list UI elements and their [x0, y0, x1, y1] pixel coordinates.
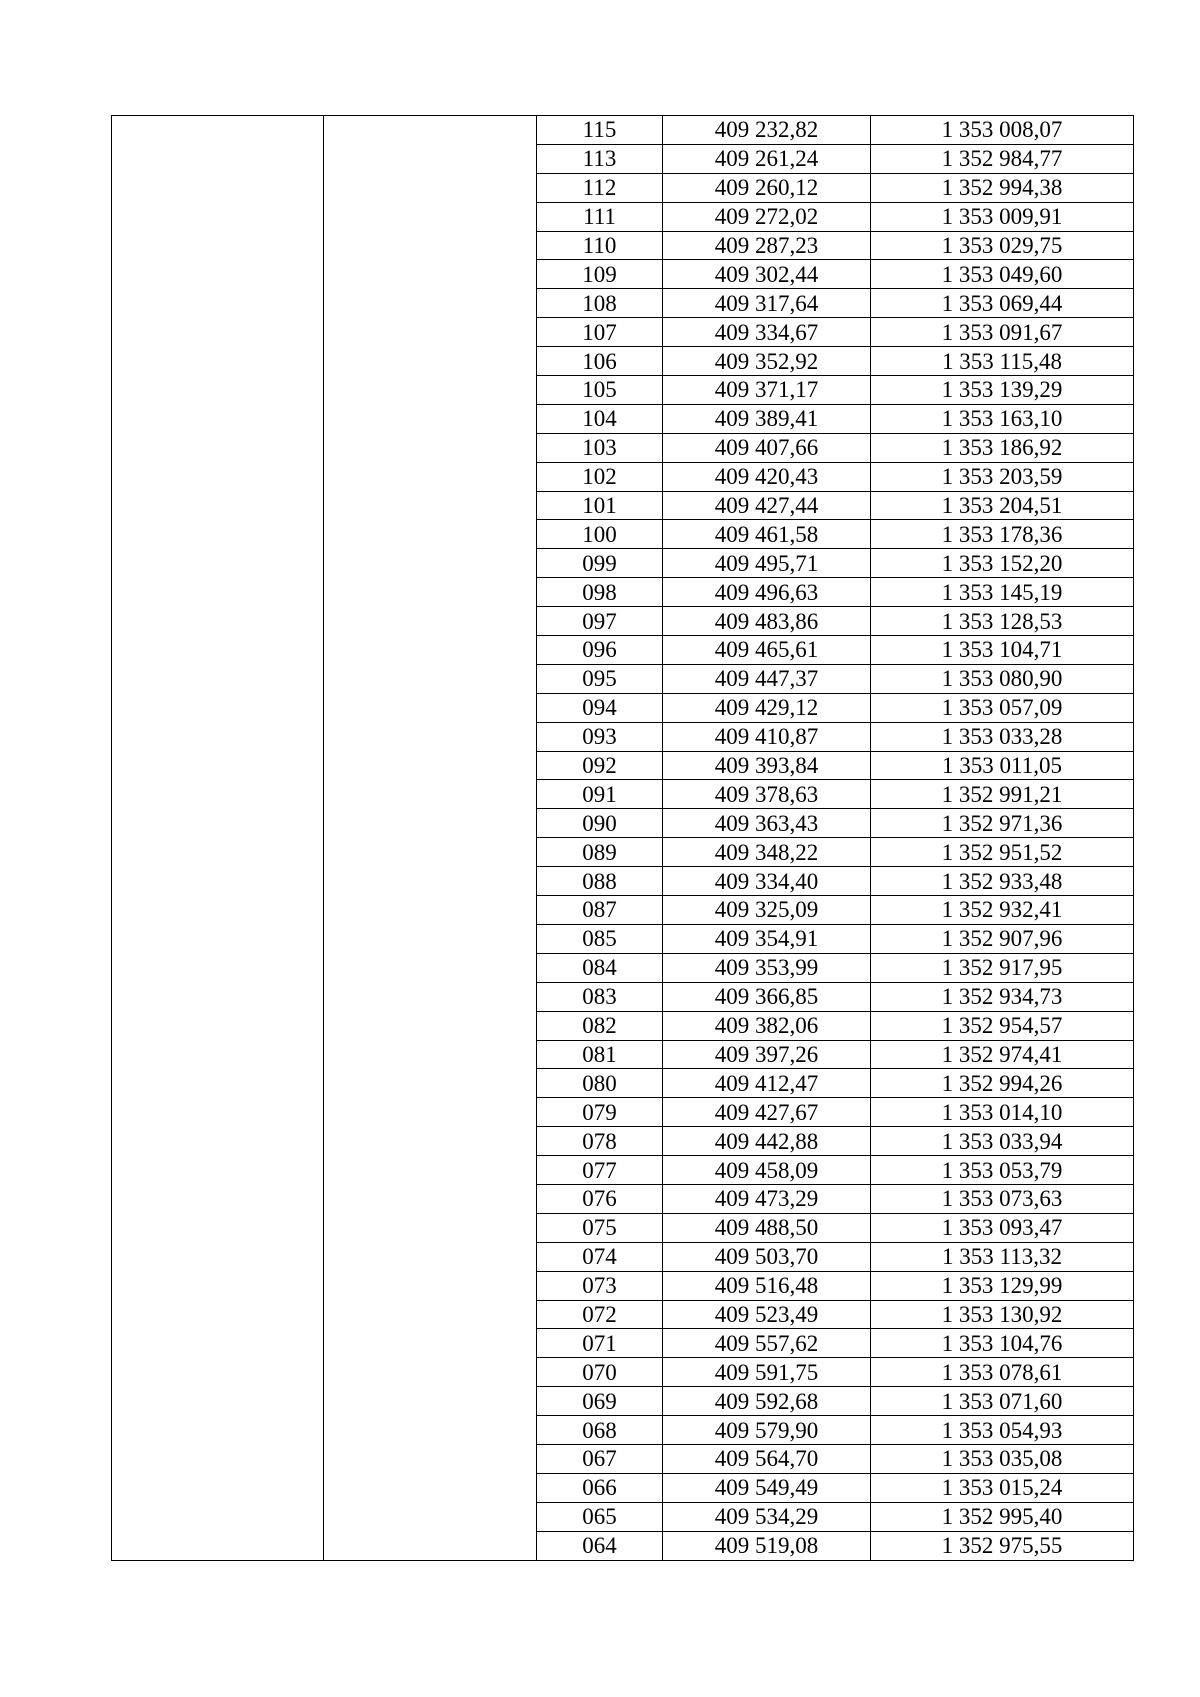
y-coordinate-cell: 1 353 035,08 — [871, 1444, 1134, 1473]
y-coordinate-cell: 1 353 029,75 — [871, 231, 1134, 260]
x-coordinate-cell: 409 412,47 — [663, 1069, 871, 1098]
point-number-cell: 094 — [537, 693, 663, 722]
x-coordinate-cell: 409 272,02 — [663, 202, 871, 231]
y-coordinate-cell: 1 353 152,20 — [871, 549, 1134, 578]
x-coordinate-cell: 409 516,48 — [663, 1271, 871, 1300]
x-coordinate-cell: 409 334,67 — [663, 318, 871, 347]
point-number-cell: 087 — [537, 896, 663, 925]
y-coordinate-cell: 1 352 974,41 — [871, 1040, 1134, 1069]
y-coordinate-cell: 1 353 091,67 — [871, 318, 1134, 347]
point-number-cell: 108 — [537, 289, 663, 318]
x-coordinate-cell: 409 488,50 — [663, 1213, 871, 1242]
x-coordinate-cell: 409 519,08 — [663, 1531, 871, 1560]
point-number-cell: 076 — [537, 1184, 663, 1213]
table-row — [112, 116, 1134, 145]
point-number-cell: 096 — [537, 636, 663, 665]
x-coordinate-cell: 409 407,66 — [663, 433, 871, 462]
y-coordinate-cell: 1 353 049,60 — [871, 260, 1134, 289]
point-number-cell: 093 — [537, 722, 663, 751]
point-number-cell: 103 — [537, 433, 663, 462]
y-coordinate-cell: 1 353 129,99 — [871, 1271, 1134, 1300]
point-number-cell: 083 — [537, 982, 663, 1011]
point-number-cell: 089 — [537, 838, 663, 867]
x-coordinate-cell: 409 429,12 — [663, 693, 871, 722]
point-number-cell: 113 — [537, 144, 663, 173]
y-coordinate-cell: 1 353 104,76 — [871, 1329, 1134, 1358]
point-number-cell: 079 — [537, 1098, 663, 1127]
x-coordinate-cell: 409 458,09 — [663, 1156, 871, 1185]
x-coordinate-cell: 409 382,06 — [663, 1011, 871, 1040]
y-coordinate-cell: 1 352 917,95 — [871, 953, 1134, 982]
point-number-cell: 082 — [537, 1011, 663, 1040]
point-number-cell: 107 — [537, 318, 663, 347]
point-number-cell: 084 — [537, 953, 663, 982]
x-coordinate-cell: 409 393,84 — [663, 751, 871, 780]
x-coordinate-cell: 409 354,91 — [663, 924, 871, 953]
point-number-cell: 068 — [537, 1416, 663, 1445]
y-coordinate-cell: 1 353 078,61 — [871, 1358, 1134, 1387]
x-coordinate-cell: 409 334,40 — [663, 867, 871, 896]
point-number-cell: 091 — [537, 780, 663, 809]
merged-cell-2 — [324, 116, 537, 1561]
x-coordinate-cell: 409 534,29 — [663, 1502, 871, 1531]
x-coordinate-cell: 409 557,62 — [663, 1329, 871, 1358]
point-number-cell: 097 — [537, 607, 663, 636]
y-coordinate-cell: 1 352 951,52 — [871, 838, 1134, 867]
point-number-cell: 095 — [537, 664, 663, 693]
merged-cell-1 — [112, 116, 324, 1561]
point-number-cell: 115 — [537, 116, 663, 145]
x-coordinate-cell: 409 495,71 — [663, 549, 871, 578]
point-number-cell: 109 — [537, 260, 663, 289]
x-coordinate-cell: 409 410,87 — [663, 722, 871, 751]
point-number-cell: 100 — [537, 520, 663, 549]
point-number-cell: 070 — [537, 1358, 663, 1387]
point-number-cell: 088 — [537, 867, 663, 896]
y-coordinate-cell: 1 352 995,40 — [871, 1502, 1134, 1531]
y-coordinate-cell: 1 353 186,92 — [871, 433, 1134, 462]
point-number-cell: 073 — [537, 1271, 663, 1300]
y-coordinate-cell: 1 353 011,05 — [871, 751, 1134, 780]
point-number-cell: 092 — [537, 751, 663, 780]
y-coordinate-cell: 1 353 080,90 — [871, 664, 1134, 693]
x-coordinate-cell: 409 549,49 — [663, 1473, 871, 1502]
x-coordinate-cell: 409 579,90 — [663, 1416, 871, 1445]
y-coordinate-cell: 1 353 145,19 — [871, 578, 1134, 607]
y-coordinate-cell: 1 352 975,55 — [871, 1531, 1134, 1560]
point-number-cell: 110 — [537, 231, 663, 260]
point-number-cell: 111 — [537, 202, 663, 231]
y-coordinate-cell: 1 352 933,48 — [871, 867, 1134, 896]
y-coordinate-cell: 1 353 014,10 — [871, 1098, 1134, 1127]
y-coordinate-cell: 1 353 069,44 — [871, 289, 1134, 318]
point-number-cell: 067 — [537, 1444, 663, 1473]
y-coordinate-cell: 1 353 054,93 — [871, 1416, 1134, 1445]
y-coordinate-cell: 1 352 934,73 — [871, 982, 1134, 1011]
y-coordinate-cell: 1 353 057,09 — [871, 693, 1134, 722]
point-number-cell: 098 — [537, 578, 663, 607]
y-coordinate-cell: 1 353 204,51 — [871, 491, 1134, 520]
point-number-cell: 072 — [537, 1300, 663, 1329]
x-coordinate-cell: 409 366,85 — [663, 982, 871, 1011]
x-coordinate-cell: 409 287,23 — [663, 231, 871, 260]
x-coordinate-cell: 409 325,09 — [663, 896, 871, 925]
x-coordinate-cell: 409 496,63 — [663, 578, 871, 607]
x-coordinate-cell: 409 427,67 — [663, 1098, 871, 1127]
y-coordinate-cell: 1 353 139,29 — [871, 376, 1134, 405]
point-number-cell: 085 — [537, 924, 663, 953]
y-coordinate-cell: 1 353 073,63 — [871, 1184, 1134, 1213]
y-coordinate-cell: 1 353 130,92 — [871, 1300, 1134, 1329]
point-number-cell: 064 — [537, 1531, 663, 1560]
point-number-cell: 101 — [537, 491, 663, 520]
x-coordinate-cell: 409 465,61 — [663, 636, 871, 665]
y-coordinate-cell: 1 352 991,21 — [871, 780, 1134, 809]
x-coordinate-cell: 409 317,64 — [663, 289, 871, 318]
y-coordinate-cell: 1 352 994,26 — [871, 1069, 1134, 1098]
x-coordinate-cell: 409 363,43 — [663, 809, 871, 838]
x-coordinate-cell: 409 302,44 — [663, 260, 871, 289]
coordinates-table — [111, 115, 1134, 1561]
y-coordinate-cell: 1 353 104,71 — [871, 636, 1134, 665]
point-number-cell: 104 — [537, 404, 663, 433]
y-coordinate-cell: 1 352 984,77 — [871, 144, 1134, 173]
point-number-cell: 075 — [537, 1213, 663, 1242]
point-number-cell: 077 — [537, 1156, 663, 1185]
x-coordinate-cell: 409 352,92 — [663, 347, 871, 376]
point-number-cell: 078 — [537, 1127, 663, 1156]
y-coordinate-cell: 1 353 203,59 — [871, 462, 1134, 491]
x-coordinate-cell: 409 564,70 — [663, 1444, 871, 1473]
x-coordinate-cell: 409 473,29 — [663, 1184, 871, 1213]
y-coordinate-cell: 1 353 115,48 — [871, 347, 1134, 376]
point-number-cell: 081 — [537, 1040, 663, 1069]
x-coordinate-cell: 409 260,12 — [663, 173, 871, 202]
point-number-cell: 099 — [537, 549, 663, 578]
x-coordinate-cell: 409 461,58 — [663, 520, 871, 549]
x-coordinate-cell: 409 503,70 — [663, 1242, 871, 1271]
y-coordinate-cell: 1 352 971,36 — [871, 809, 1134, 838]
y-coordinate-cell: 1 353 033,94 — [871, 1127, 1134, 1156]
y-coordinate-cell: 1 353 009,91 — [871, 202, 1134, 231]
y-coordinate-cell: 1 352 954,57 — [871, 1011, 1134, 1040]
y-coordinate-cell: 1 352 932,41 — [871, 896, 1134, 925]
x-coordinate-cell: 409 397,26 — [663, 1040, 871, 1069]
x-coordinate-cell: 409 483,86 — [663, 607, 871, 636]
point-number-cell: 090 — [537, 809, 663, 838]
point-number-cell: 071 — [537, 1329, 663, 1358]
point-number-cell: 069 — [537, 1387, 663, 1416]
y-coordinate-cell: 1 353 093,47 — [871, 1213, 1134, 1242]
point-number-cell: 074 — [537, 1242, 663, 1271]
y-coordinate-cell: 1 353 015,24 — [871, 1473, 1134, 1502]
x-coordinate-cell: 409 591,75 — [663, 1358, 871, 1387]
x-coordinate-cell: 409 378,63 — [663, 780, 871, 809]
y-coordinate-cell: 1 353 163,10 — [871, 404, 1134, 433]
y-coordinate-cell: 1 352 994,38 — [871, 173, 1134, 202]
point-number-cell: 065 — [537, 1502, 663, 1531]
point-number-cell: 105 — [537, 376, 663, 405]
x-coordinate-cell: 409 371,17 — [663, 376, 871, 405]
y-coordinate-cell: 1 353 053,79 — [871, 1156, 1134, 1185]
y-coordinate-cell: 1 353 178,36 — [871, 520, 1134, 549]
point-number-cell: 102 — [537, 462, 663, 491]
y-coordinate-cell: 1 352 907,96 — [871, 924, 1134, 953]
x-coordinate-cell: 409 592,68 — [663, 1387, 871, 1416]
y-coordinate-cell: 1 353 008,07 — [871, 116, 1134, 145]
y-coordinate-cell: 1 353 033,28 — [871, 722, 1134, 751]
coordinates-table-body — [112, 116, 1134, 1561]
x-coordinate-cell: 409 523,49 — [663, 1300, 871, 1329]
x-coordinate-cell: 409 427,44 — [663, 491, 871, 520]
y-coordinate-cell: 1 353 128,53 — [871, 607, 1134, 636]
x-coordinate-cell: 409 348,22 — [663, 838, 871, 867]
point-number-cell: 112 — [537, 173, 663, 202]
x-coordinate-cell: 409 261,24 — [663, 144, 871, 173]
y-coordinate-cell: 1 353 113,32 — [871, 1242, 1134, 1271]
y-coordinate-cell: 1 353 071,60 — [871, 1387, 1134, 1416]
point-number-cell: 080 — [537, 1069, 663, 1098]
x-coordinate-cell: 409 447,37 — [663, 664, 871, 693]
x-coordinate-cell: 409 353,99 — [663, 953, 871, 982]
x-coordinate-cell: 409 442,88 — [663, 1127, 871, 1156]
x-coordinate-cell: 409 420,43 — [663, 462, 871, 491]
x-coordinate-cell: 409 232,82 — [663, 116, 871, 145]
x-coordinate-cell: 409 389,41 — [663, 404, 871, 433]
point-number-cell: 106 — [537, 347, 663, 376]
point-number-cell: 066 — [537, 1473, 663, 1502]
